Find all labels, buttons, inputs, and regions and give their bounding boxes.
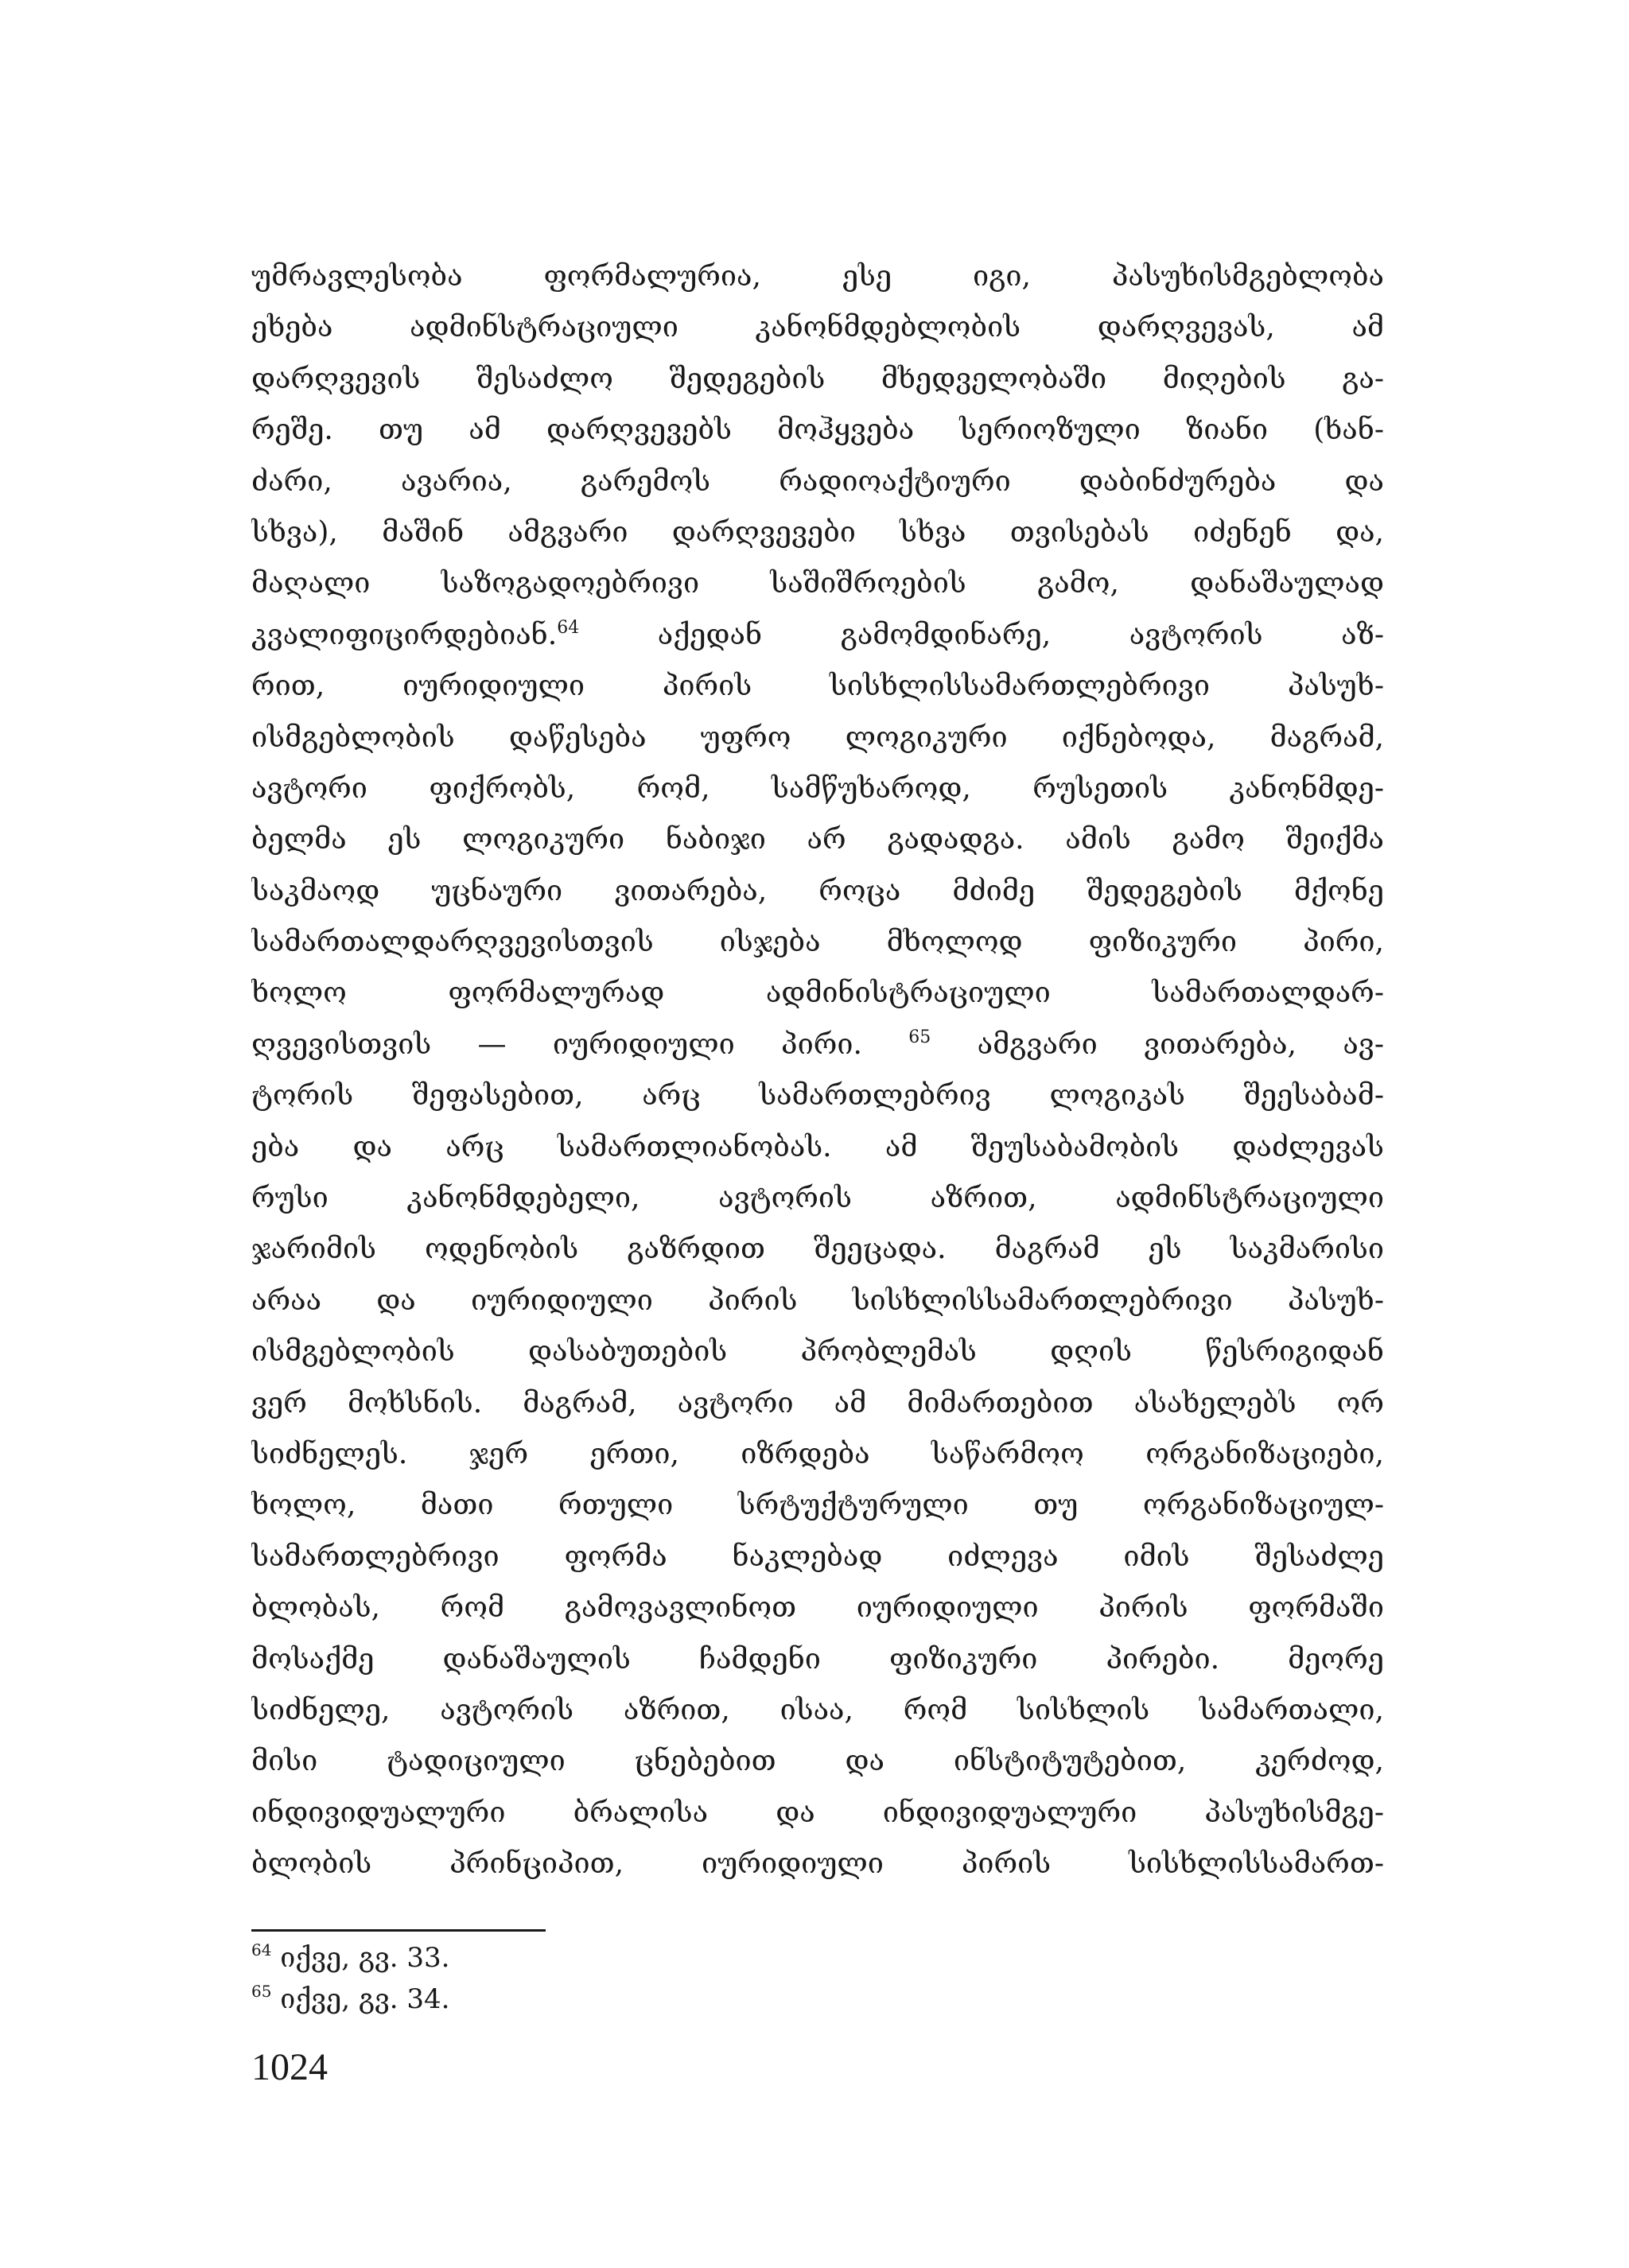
text-line: ავტორი ფიქრობს, რომ, სამწუხაროდ, რუსეთის კანონმდე- [251,771,1384,805]
footnote-marker: 64 [251,1940,272,1959]
text-line: სიძნელეს. ჯერ ერთი, იზრდება საწარმოო ორგანიზაციები, [251,1437,1384,1470]
text-line: ტორის შეფასებით, არც სამართლებრივ ლოგიკას შეესაბამ- [251,1079,1384,1113]
text-line: ება და არც სამართლიანობას. ამ შეუსაბამობის დაძლევას [251,1130,1384,1163]
page-number: 1024 [251,2046,328,2088]
text-line: მაღალი საზოგადოებრივი საშიშროების გამო, დანაშაულად [251,567,1384,600]
text-segment: ღვევისთვის — იურიდიული პირი. [251,1027,862,1061]
footnote-ref-64[interactable]: 64 [557,617,580,638]
footnote-64 [251,1937,1384,1979]
text-line: უმრავლესობა ფორმალურია, ესე იგი, პასუხისმგებლობა [251,260,1384,293]
footnote-text: იქვე, გვ. 34. [280,1983,450,2015]
text-line: ბელმა ეს ლოგიკური ნაბიჯი არ გადადგა. ამის გამო შეიქმა [251,823,1384,856]
body-text [251,251,1384,1890]
text-line: სამართლებრივი ფორმა ნაკლებად იძლევა იმის შესაძლე [251,1540,1384,1573]
text-line: მოსაქმე დანაშაულის ჩამდენი ფიზიკური პირები. მეორე [251,1642,1384,1676]
text-line: ხოლო, მათი რთული სრტუქტურული თუ ორგანიზაციულ- [251,1489,1384,1522]
text-line-with-footnote [251,1019,1384,1070]
text-line: ბლობის პრინციპით, იურიდიული პირის სისხლისსამართ- [251,1847,1384,1881]
text-line: ჯარიმის ოდენობის გაზრდით შეეცადა. მაგრამ ეს საკმარისი [251,1233,1384,1266]
text-line: ისმგებლობის დაწესება უფრო ლოგიკური იქნებოდა, მაგრამ, [251,720,1384,754]
text-line: ვერ მოხსნის. მაგრამ, ავტორი ამ მიმართებით ასახელებს ორ [251,1386,1384,1419]
text-line: სამართალდარღვევისთვის ისჯება მხოლოდ ფიზიკური პირი, [251,926,1384,959]
text-line: რეშე. თუ ამ დარღვევებს მოჰყვება სერიოზული ზიანი (ხან- [251,414,1384,447]
text-line: დარღვევის შესაძლო შედეგების მხედველობაში მიღების გა- [251,362,1384,395]
footnote-ref-65[interactable]: 65 [908,1027,931,1047]
text-segment: ამგვარი ვითარება, ავ- [977,1027,1384,1061]
text-line: მისი ტადიციული ცნებებით და ინსტიტუტებით, კერძოდ, [251,1745,1384,1778]
text-line: ბლობას, რომ გამოვავლინოთ იურიდიული პირის ფორმაში [251,1591,1384,1625]
footnote-marker: 65 [251,1982,272,2001]
text-line: სიძნელე, ავტორის აზრით, ისაა, რომ სისხლის სამართალი, [251,1693,1384,1726]
footnotes [251,1937,1384,2020]
footnote-65 [251,1979,1384,2020]
text-line: ეხება ადმინსტრაციული კანონმდებლობის დარღვევას, ამ [251,311,1384,344]
text-line-with-footnote [251,610,1384,661]
text-line: რით, იურიდიული პირის სისხლისსამართლებრივი პასუხ- [251,670,1384,703]
text-line: ისმგებლობის დასაბუთების პრობლემას დღის წესრიგიდან [251,1335,1384,1369]
text-line: საკმაოდ უცნაური ვითარება, როცა მძიმე შედეგების მქონე [251,874,1384,907]
text-segment: კვალიფიცირდებიან. [251,618,558,651]
text-line: ძარი, ავარია, გარემოს რადიოაქტიური დაბინძურება და [251,464,1384,498]
text-line: ხოლო ფორმალურად ადმინისტრაციული სამართალდარ- [251,977,1384,1010]
text-line: სხვა), მაშინ ამგვარი დარღვევები სხვა თვისებას იძენენ და, [251,515,1384,549]
footnote-text: იქვე, გვ. 33. [280,1942,450,1974]
text-line: რუსი კანონმდებელი, ავტორის აზრით, ადმინსტრაციული [251,1182,1384,1215]
text-line: ინდივიდუალური ბრალისა და ინდივიდუალური პასუხისმგე- [251,1796,1384,1829]
text-segment: აქედან გამომდინარე, ავტორის აზ- [657,618,1384,651]
footnote-separator [251,1929,546,1932]
text-line: არაა და იურიდიული პირის სისხლისსამართლებრივი პასუხ- [251,1284,1384,1317]
